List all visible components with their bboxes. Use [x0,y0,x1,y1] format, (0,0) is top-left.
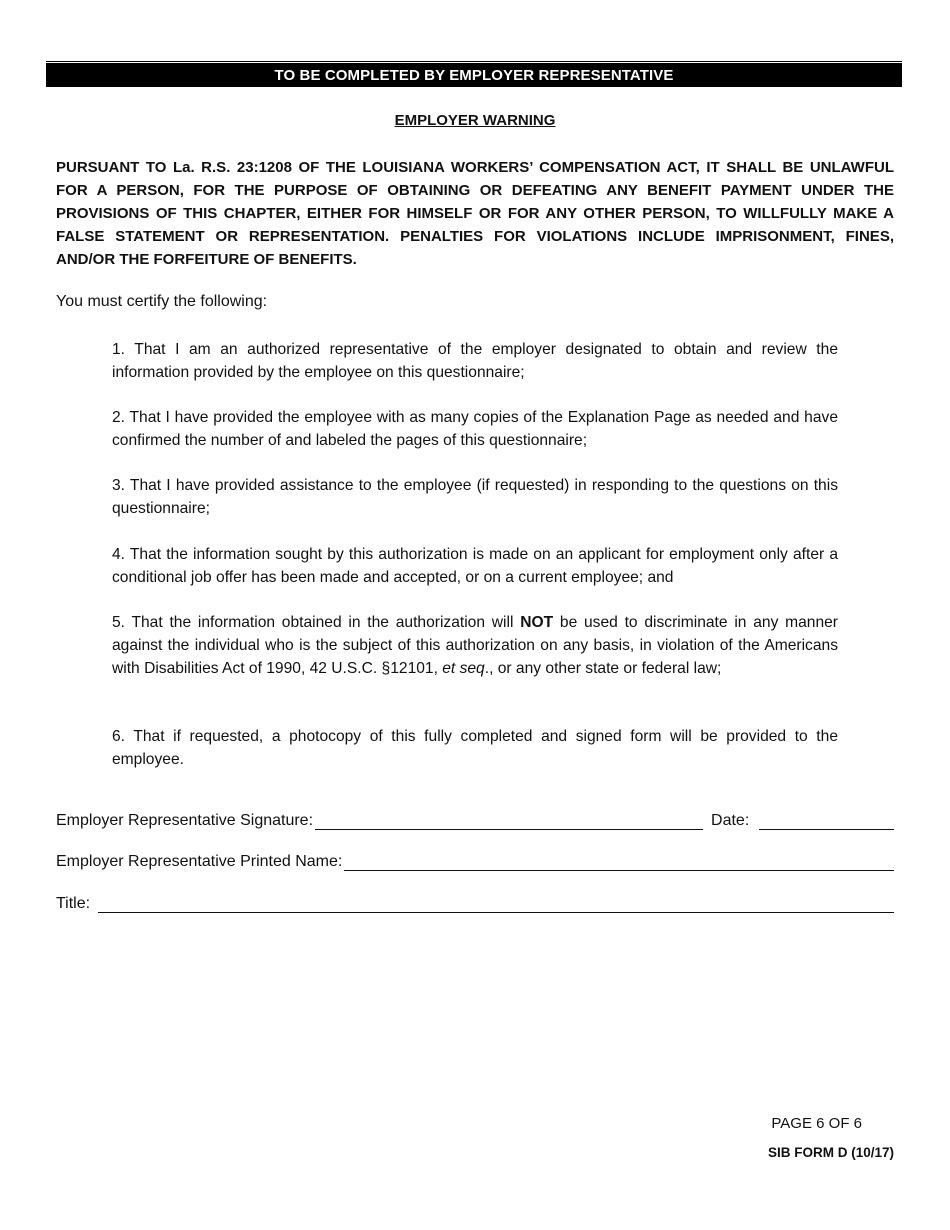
warning-paragraph: PURSUANT TO La. R.S. 23:1208 OF THE LOUISIANA WORKERS’ COMPENSATION ACT, IT SHALL BE UNLAWFUL FOR A PERSON, FOR THE PURPOSE OF OBTAINING OR DEFEATING ANY BENEFIT PAYMENT UNDER THE PROVISIONS OF THIS CHAPTER, EITHER FOR HIMSELF OR FOR ANY OTHER PERSON, TO WILLFULLY MAKE A FALSE STATEMENT OR REPRESENTATION. PENALTIES FOR VIOLATIONS INCLUDE IMPRISONMENT, FINES, AND/OR THE FORFEITURE OF BENEFITS. [56,159,894,268]
title-row [56,895,894,913]
printed-name-field[interactable] [344,854,894,871]
signature-label: Employer Representative Signature: [56,812,314,829]
item-5-et-seq: et seq [442,660,485,677]
date-label: Date: [711,812,750,829]
certification-item-4: 4. That the information sought by this authorization is made on an applicant for employment only after a conditional job offer has been made and accepted, or on a current employee; and [112,546,838,586]
date-field[interactable] [759,813,894,830]
certification-item-5 [112,611,838,680]
printed-name-label: Employer Representative Printed Name: [56,853,343,870]
item-5-text-c: ., or any other state or federal law; [484,660,722,677]
certification-item-2: 2. That I have provided the employee with as many copies of the Explanation Page as needed and have confirmed the number of and labeled the pages of this questionnaire; [112,409,838,449]
form-id: SIB FORM D (10/17) [767,1145,894,1160]
page-number: PAGE 6 OF 6 [771,1115,862,1132]
printed-name-row [56,853,894,871]
section-header-text: TO BE COMPLETED BY EMPLOYER REPRESENTATIVE [274,67,674,84]
item-5-text-a: 5. That the information obtained in the authorization will [112,614,521,631]
item-5-text-b: be used to discriminate in any manner against the individual who is the subject of this authorization on any basis, in violation of the Americans with Disabilities Act of 1990, 42 U.S.C. §12101, [112,614,838,677]
warning-title: EMPLOYER WARNING [394,112,556,129]
certify-intro: You must certify the following: [56,293,268,310]
certification-item-1: 1. That I am an authorized representative of the employer designated to obtain and review the information provided by the employee on this questionnaire; [112,341,838,381]
certification-item-6: 6. That if requested, a photocopy of this fully completed and signed form will be provided to the employee. [112,728,838,768]
certification-item-3: 3. That I have provided assistance to the employee (if requested) in responding to the questions on this questionnaire; [112,477,838,517]
item-5-not-emphasis: NOT [520,614,554,631]
signature-field[interactable] [315,813,703,830]
section-header-bar [46,63,902,87]
title-field[interactable] [98,896,894,913]
title-label: Title: [56,895,91,912]
signature-row [56,812,894,830]
